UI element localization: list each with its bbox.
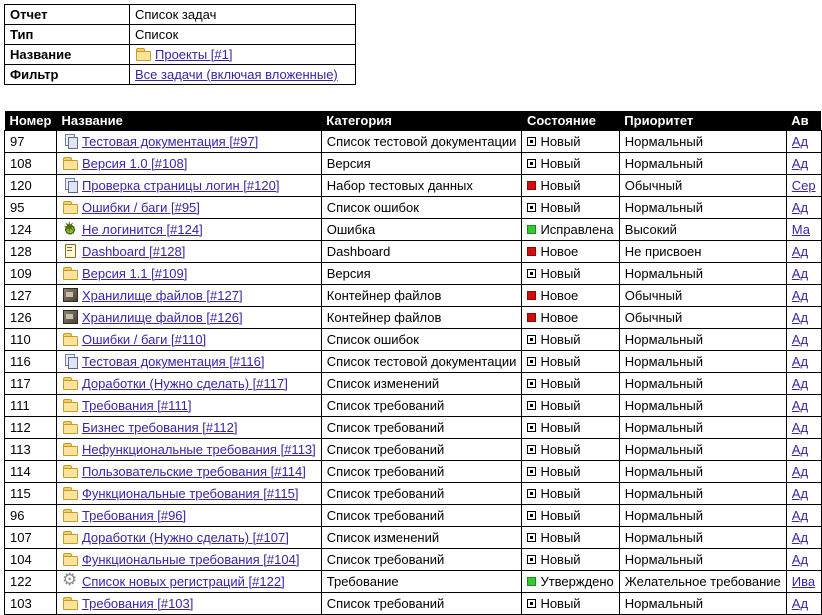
task-author-cell bbox=[786, 549, 821, 571]
status-indicator-icon bbox=[527, 291, 536, 300]
task-name-cell bbox=[56, 549, 321, 571]
task-status-cell bbox=[522, 351, 619, 373]
table-row[interactable] bbox=[5, 439, 822, 461]
task-author-link[interactable]: Ад bbox=[791, 486, 809, 501]
task-status: Новый bbox=[540, 552, 581, 567]
table-row[interactable] bbox=[5, 351, 822, 373]
task-author-cell bbox=[786, 527, 821, 549]
task-author-cell bbox=[786, 285, 821, 307]
task-status-cell bbox=[522, 461, 619, 483]
status-indicator-icon bbox=[527, 533, 536, 542]
status-indicator-icon bbox=[527, 445, 536, 454]
task-number: 103 bbox=[5, 593, 57, 615]
task-name-cell bbox=[56, 505, 321, 527]
task-author-link[interactable]: Сер bbox=[791, 178, 816, 193]
report-info-link[interactable]: Проекты [#1] bbox=[155, 47, 233, 62]
report-info-value bbox=[130, 25, 356, 45]
task-category: Версия bbox=[321, 263, 522, 285]
folder-icon bbox=[62, 200, 78, 214]
task-number: 124 bbox=[5, 219, 57, 241]
header-name[interactable]: Название bbox=[56, 111, 321, 131]
task-priority: Нормальный bbox=[619, 439, 786, 461]
task-status: Новый bbox=[540, 266, 581, 281]
task-status: Новый bbox=[540, 508, 581, 523]
task-priority: Высокий bbox=[619, 219, 786, 241]
task-category: Версия bbox=[321, 153, 522, 175]
header-author[interactable]: Ав bbox=[786, 111, 821, 131]
task-number: 109 bbox=[5, 263, 57, 285]
task-priority: Обычный bbox=[619, 175, 786, 197]
task-priority: Не присвоен bbox=[619, 241, 786, 263]
task-author-link[interactable]: Ад bbox=[791, 552, 809, 567]
task-name-cell bbox=[56, 197, 321, 219]
status-indicator-icon bbox=[527, 357, 536, 366]
task-number: 122 bbox=[5, 571, 57, 593]
task-author-link[interactable]: Ад bbox=[791, 508, 809, 523]
task-author-link[interactable]: Ад bbox=[791, 398, 809, 413]
table-row[interactable] bbox=[5, 461, 822, 483]
task-category: Список требований bbox=[321, 439, 522, 461]
task-author-cell bbox=[786, 483, 821, 505]
task-number: 110 bbox=[5, 329, 57, 351]
status-indicator-icon bbox=[527, 379, 536, 388]
task-author-link[interactable]: Ад bbox=[791, 288, 809, 303]
task-author-cell bbox=[786, 241, 821, 263]
folder-icon bbox=[62, 442, 78, 456]
task-author-link[interactable]: Ива bbox=[791, 574, 816, 589]
task-category: Список ошибок bbox=[321, 197, 522, 219]
report-info-link[interactable]: Все задачи (включая вложенные) bbox=[135, 67, 338, 82]
report-info-value bbox=[130, 45, 356, 65]
task-author-cell bbox=[786, 395, 821, 417]
task-name-link[interactable]: Требования [#96] bbox=[81, 508, 187, 523]
task-author-cell bbox=[786, 461, 821, 483]
task-author-link[interactable]: Ад bbox=[791, 134, 809, 149]
status-indicator-icon bbox=[527, 335, 536, 344]
task-number: 114 bbox=[5, 461, 57, 483]
report-info-row bbox=[5, 5, 356, 25]
task-priority: Нормальный bbox=[619, 131, 786, 153]
task-number: 128 bbox=[5, 241, 57, 263]
task-number: 108 bbox=[5, 153, 57, 175]
task-name-cell bbox=[56, 395, 321, 417]
task-status: Новый bbox=[540, 420, 581, 435]
task-author-link[interactable]: Ад bbox=[791, 156, 809, 171]
task-author-cell bbox=[786, 219, 821, 241]
task-number: 116 bbox=[5, 351, 57, 373]
task-status: Утверждено bbox=[540, 574, 614, 589]
task-author-cell bbox=[786, 329, 821, 351]
status-indicator-icon bbox=[527, 555, 536, 564]
task-category: Список требований bbox=[321, 483, 522, 505]
task-author-cell bbox=[786, 439, 821, 461]
task-status-cell bbox=[522, 175, 619, 197]
task-priority: Нормальный bbox=[619, 505, 786, 527]
task-status: Новый bbox=[540, 398, 581, 413]
task-name-cell bbox=[56, 241, 321, 263]
report-info-key: Тип bbox=[5, 25, 130, 45]
task-name-link[interactable]: Версия 1.0 [#108] bbox=[81, 156, 188, 171]
task-status-cell bbox=[522, 197, 619, 219]
status-indicator-icon bbox=[527, 467, 536, 476]
task-name-link[interactable]: Проверка страницы логин [#120] bbox=[81, 178, 280, 193]
task-name-cell bbox=[56, 373, 321, 395]
status-indicator-icon bbox=[527, 247, 536, 256]
table-row[interactable] bbox=[5, 131, 822, 153]
status-indicator-icon bbox=[527, 203, 536, 212]
task-status-cell bbox=[522, 505, 619, 527]
task-name-cell bbox=[56, 417, 321, 439]
task-name-cell bbox=[56, 131, 321, 153]
table-row[interactable] bbox=[5, 219, 822, 241]
table-row[interactable] bbox=[5, 417, 822, 439]
table-row[interactable] bbox=[5, 505, 822, 527]
board-icon bbox=[62, 244, 78, 258]
task-name-cell bbox=[56, 307, 321, 329]
docs-icon bbox=[62, 178, 78, 192]
storage-icon bbox=[62, 310, 78, 324]
task-category: Список требований bbox=[321, 461, 522, 483]
table-row[interactable] bbox=[5, 285, 822, 307]
task-name-cell bbox=[56, 351, 321, 373]
folder-icon bbox=[62, 332, 78, 346]
status-indicator-icon bbox=[527, 137, 536, 146]
folder-icon bbox=[62, 486, 78, 500]
task-number: 127 bbox=[5, 285, 57, 307]
task-author-cell bbox=[786, 153, 821, 175]
report-info-table bbox=[4, 4, 356, 85]
task-status-cell bbox=[522, 241, 619, 263]
task-name-cell bbox=[56, 571, 321, 593]
task-name-link[interactable]: Хранилище файлов [#127] bbox=[81, 288, 243, 303]
table-row[interactable] bbox=[5, 571, 822, 593]
report-info-key: Отчет bbox=[5, 5, 130, 25]
task-category: Список требований bbox=[321, 417, 522, 439]
task-list-table bbox=[4, 111, 822, 615]
task-name-link[interactable]: Требования [#111] bbox=[81, 398, 192, 413]
table-row[interactable] bbox=[5, 549, 822, 571]
task-author-link[interactable]: Ад bbox=[791, 464, 809, 479]
task-status-cell bbox=[522, 131, 619, 153]
task-name-cell bbox=[56, 329, 321, 351]
task-category: Контейнер файлов bbox=[321, 307, 522, 329]
task-number: 120 bbox=[5, 175, 57, 197]
task-category: Список тестовой документации bbox=[321, 351, 522, 373]
task-priority: Нормальный bbox=[619, 483, 786, 505]
status-indicator-icon bbox=[527, 313, 536, 322]
report-info-key: Фильтр bbox=[5, 65, 130, 85]
task-author-cell bbox=[786, 307, 821, 329]
task-author-cell bbox=[786, 351, 821, 373]
status-indicator-icon bbox=[527, 423, 536, 432]
status-indicator-icon bbox=[527, 511, 536, 520]
task-number: 95 bbox=[5, 197, 57, 219]
task-priority: Нормальный bbox=[619, 417, 786, 439]
task-name-link[interactable]: Требования [#103] bbox=[81, 596, 194, 611]
task-category: Список тестовой документации bbox=[321, 131, 522, 153]
table-row[interactable] bbox=[5, 373, 822, 395]
status-indicator-icon bbox=[527, 577, 536, 586]
storage-icon bbox=[62, 288, 78, 302]
task-priority: Нормальный bbox=[619, 395, 786, 417]
task-priority: Нормальный bbox=[619, 351, 786, 373]
task-category: Список ошибок bbox=[321, 329, 522, 351]
task-name-link[interactable]: Ошибки / баги [#110] bbox=[81, 332, 207, 347]
task-name-cell bbox=[56, 439, 321, 461]
table-row[interactable] bbox=[5, 197, 822, 219]
status-indicator-icon bbox=[527, 489, 536, 498]
status-indicator-icon bbox=[527, 401, 536, 410]
task-author-link[interactable]: Ад bbox=[791, 442, 809, 457]
task-category: Контейнер файлов bbox=[321, 285, 522, 307]
task-number: 126 bbox=[5, 307, 57, 329]
task-name-link[interactable]: Доработки (Нужно сделать) [#117] bbox=[81, 376, 288, 391]
task-status: Новый bbox=[540, 134, 581, 149]
task-status-cell bbox=[522, 527, 619, 549]
task-status-cell bbox=[522, 285, 619, 307]
task-author-cell bbox=[786, 373, 821, 395]
task-name-link[interactable]: Тестовая документация [#97] bbox=[81, 134, 259, 149]
task-name-cell bbox=[56, 483, 321, 505]
task-status-cell bbox=[522, 417, 619, 439]
task-author-cell bbox=[786, 175, 821, 197]
task-status: Новый bbox=[540, 596, 581, 611]
task-name-cell bbox=[56, 153, 321, 175]
task-priority: Нормальный bbox=[619, 461, 786, 483]
task-number: 112 bbox=[5, 417, 57, 439]
task-status-cell bbox=[522, 263, 619, 285]
task-number: 117 bbox=[5, 373, 57, 395]
task-name-link[interactable]: Пользовательские требования [#114] bbox=[81, 464, 306, 479]
task-category: Dashboard bbox=[321, 241, 522, 263]
task-status-cell bbox=[522, 439, 619, 461]
task-name-link[interactable]: Функциональные требования [#115] bbox=[81, 486, 299, 501]
table-row[interactable] bbox=[5, 483, 822, 505]
folder-icon bbox=[62, 420, 78, 434]
task-author-link[interactable]: Ад bbox=[791, 200, 809, 215]
folder-icon bbox=[62, 156, 78, 170]
task-priority: Нормальный bbox=[619, 373, 786, 395]
task-category: Набор тестовых данных bbox=[321, 175, 522, 197]
task-priority: Обычный bbox=[619, 307, 786, 329]
report-info-value bbox=[130, 65, 356, 85]
table-row[interactable] bbox=[5, 153, 822, 175]
task-category: Список изменений bbox=[321, 373, 522, 395]
task-name-cell bbox=[56, 263, 321, 285]
header-category[interactable]: Категория bbox=[321, 111, 522, 131]
task-name-link[interactable]: Не логинится [#124] bbox=[81, 222, 203, 237]
task-priority: Нормальный bbox=[619, 329, 786, 351]
folder-icon bbox=[62, 552, 78, 566]
task-status: Новый bbox=[540, 442, 581, 457]
table-row[interactable] bbox=[5, 307, 822, 329]
task-status-cell bbox=[522, 307, 619, 329]
task-category: Список требований bbox=[321, 593, 522, 615]
task-status: Новый bbox=[540, 332, 581, 347]
task-author-link[interactable]: Ад bbox=[791, 266, 809, 281]
task-priority: Нормальный bbox=[619, 527, 786, 549]
task-status-cell bbox=[522, 219, 619, 241]
status-indicator-icon bbox=[527, 159, 536, 168]
task-priority: Обычный bbox=[619, 285, 786, 307]
task-name-cell bbox=[56, 175, 321, 197]
folder-icon bbox=[135, 47, 151, 61]
report-info-text: Список задач bbox=[135, 7, 217, 22]
docs-icon bbox=[62, 354, 78, 368]
report-info-row bbox=[5, 25, 356, 45]
task-number: 113 bbox=[5, 439, 57, 461]
task-status: Новый bbox=[540, 354, 581, 369]
task-number: 111 bbox=[5, 395, 57, 417]
task-category: Требование bbox=[321, 571, 522, 593]
status-indicator-icon bbox=[527, 269, 536, 278]
folder-icon bbox=[62, 464, 78, 478]
task-number: 115 bbox=[5, 483, 57, 505]
task-status: Новый bbox=[540, 486, 581, 501]
task-status-cell bbox=[522, 153, 619, 175]
task-name-link[interactable]: Бизнес требования [#112] bbox=[81, 420, 238, 435]
task-status: Новый bbox=[540, 530, 581, 545]
task-number: 107 bbox=[5, 527, 57, 549]
table-row[interactable] bbox=[5, 241, 822, 263]
task-category: Список изменений bbox=[321, 527, 522, 549]
task-number: 104 bbox=[5, 549, 57, 571]
report-info-row bbox=[5, 65, 356, 85]
task-name-cell bbox=[56, 593, 321, 615]
task-name-cell bbox=[56, 527, 321, 549]
task-name-link[interactable]: Тестовая документация [#116] bbox=[81, 354, 265, 369]
task-author-link[interactable]: Ад bbox=[791, 420, 809, 435]
table-row[interactable] bbox=[5, 263, 822, 285]
task-category: Список требований bbox=[321, 549, 522, 571]
task-priority: Желательное требование bbox=[619, 571, 786, 593]
task-author-link[interactable]: Ад bbox=[791, 354, 809, 369]
task-category: Список требований bbox=[321, 395, 522, 417]
task-name-cell bbox=[56, 461, 321, 483]
folder-icon bbox=[62, 376, 78, 390]
report-info-text: Список bbox=[135, 27, 179, 42]
task-author-link[interactable]: Ад bbox=[791, 244, 809, 259]
task-name-link[interactable]: Версия 1.1 [#109] bbox=[81, 266, 188, 281]
folder-icon bbox=[62, 266, 78, 280]
folder-icon bbox=[62, 398, 78, 412]
task-author-cell bbox=[786, 197, 821, 219]
header-status[interactable]: Состояние bbox=[522, 111, 619, 131]
folder-icon bbox=[62, 530, 78, 544]
task-author-cell bbox=[786, 571, 821, 593]
task-category: Ошибка bbox=[321, 219, 522, 241]
task-name-cell bbox=[56, 219, 321, 241]
task-status: Новое bbox=[540, 244, 579, 259]
task-name-link[interactable]: Нефункциональные требования [#113] bbox=[81, 442, 316, 457]
task-status-cell bbox=[522, 373, 619, 395]
folder-icon bbox=[62, 596, 78, 610]
task-number: 96 bbox=[5, 505, 57, 527]
task-status: Новый bbox=[540, 156, 581, 171]
table-row[interactable] bbox=[5, 527, 822, 549]
report-info-row bbox=[5, 45, 356, 65]
table-row[interactable] bbox=[5, 329, 822, 351]
docs-icon bbox=[62, 134, 78, 148]
task-name-link[interactable]: Ошибки / баги [#95] bbox=[81, 200, 200, 215]
task-status: Исправлена bbox=[540, 222, 614, 237]
header-number[interactable]: Номер bbox=[5, 111, 57, 131]
task-name-link[interactable]: Хранилище файлов [#126] bbox=[81, 310, 243, 325]
task-name-link[interactable]: Список новых регистраций [#122] bbox=[81, 574, 285, 589]
task-status: Новое bbox=[540, 310, 579, 325]
task-priority: Нормальный bbox=[619, 153, 786, 175]
status-indicator-icon bbox=[527, 599, 536, 608]
task-name-link[interactable]: Функциональные требования [#104] bbox=[81, 552, 300, 567]
task-priority: Нормальный bbox=[619, 197, 786, 219]
status-indicator-icon bbox=[527, 225, 536, 234]
gear-icon bbox=[62, 574, 78, 588]
task-status: Новый bbox=[540, 464, 581, 479]
task-priority: Нормальный bbox=[619, 593, 786, 615]
task-status: Новое bbox=[540, 288, 579, 303]
folder-icon bbox=[62, 508, 78, 522]
task-author-link[interactable]: Ад bbox=[791, 310, 809, 325]
task-status-cell bbox=[522, 593, 619, 615]
status-indicator-icon bbox=[527, 181, 536, 190]
task-author-cell bbox=[786, 263, 821, 285]
table-row[interactable] bbox=[5, 395, 822, 417]
task-author-link[interactable]: Ад bbox=[791, 332, 809, 347]
task-status-cell bbox=[522, 571, 619, 593]
task-author-cell bbox=[786, 505, 821, 527]
task-author-cell bbox=[786, 593, 821, 615]
task-category: Список требований bbox=[321, 505, 522, 527]
table-row[interactable] bbox=[5, 593, 822, 615]
report-info-key: Название bbox=[5, 45, 130, 65]
bug-icon bbox=[62, 222, 78, 236]
task-name-link[interactable]: Доработки (Нужно сделать) [#107] bbox=[81, 530, 289, 545]
task-status: Новый bbox=[540, 178, 581, 193]
task-status-cell bbox=[522, 483, 619, 505]
task-priority: Нормальный bbox=[619, 549, 786, 571]
task-name-cell bbox=[56, 285, 321, 307]
task-number: 97 bbox=[5, 131, 57, 153]
task-name-link[interactable]: Dashboard [#128] bbox=[81, 244, 186, 259]
table-row[interactable] bbox=[5, 175, 822, 197]
task-status-cell bbox=[522, 395, 619, 417]
header-priority[interactable]: Приоритет bbox=[619, 111, 786, 131]
table-header-row bbox=[5, 111, 822, 131]
task-author-cell bbox=[786, 131, 821, 153]
task-status-cell bbox=[522, 549, 619, 571]
report-info-value bbox=[130, 5, 356, 25]
task-author-link[interactable]: Ад bbox=[791, 530, 809, 545]
task-author-link[interactable]: Ма bbox=[791, 222, 811, 237]
task-status: Новый bbox=[540, 376, 581, 391]
task-priority: Нормальный bbox=[619, 263, 786, 285]
task-author-cell bbox=[786, 417, 821, 439]
task-author-link[interactable]: Ад bbox=[791, 376, 809, 391]
task-author-link[interactable]: Ад bbox=[791, 596, 809, 611]
task-status-cell bbox=[522, 329, 619, 351]
task-status: Новый bbox=[540, 200, 581, 215]
